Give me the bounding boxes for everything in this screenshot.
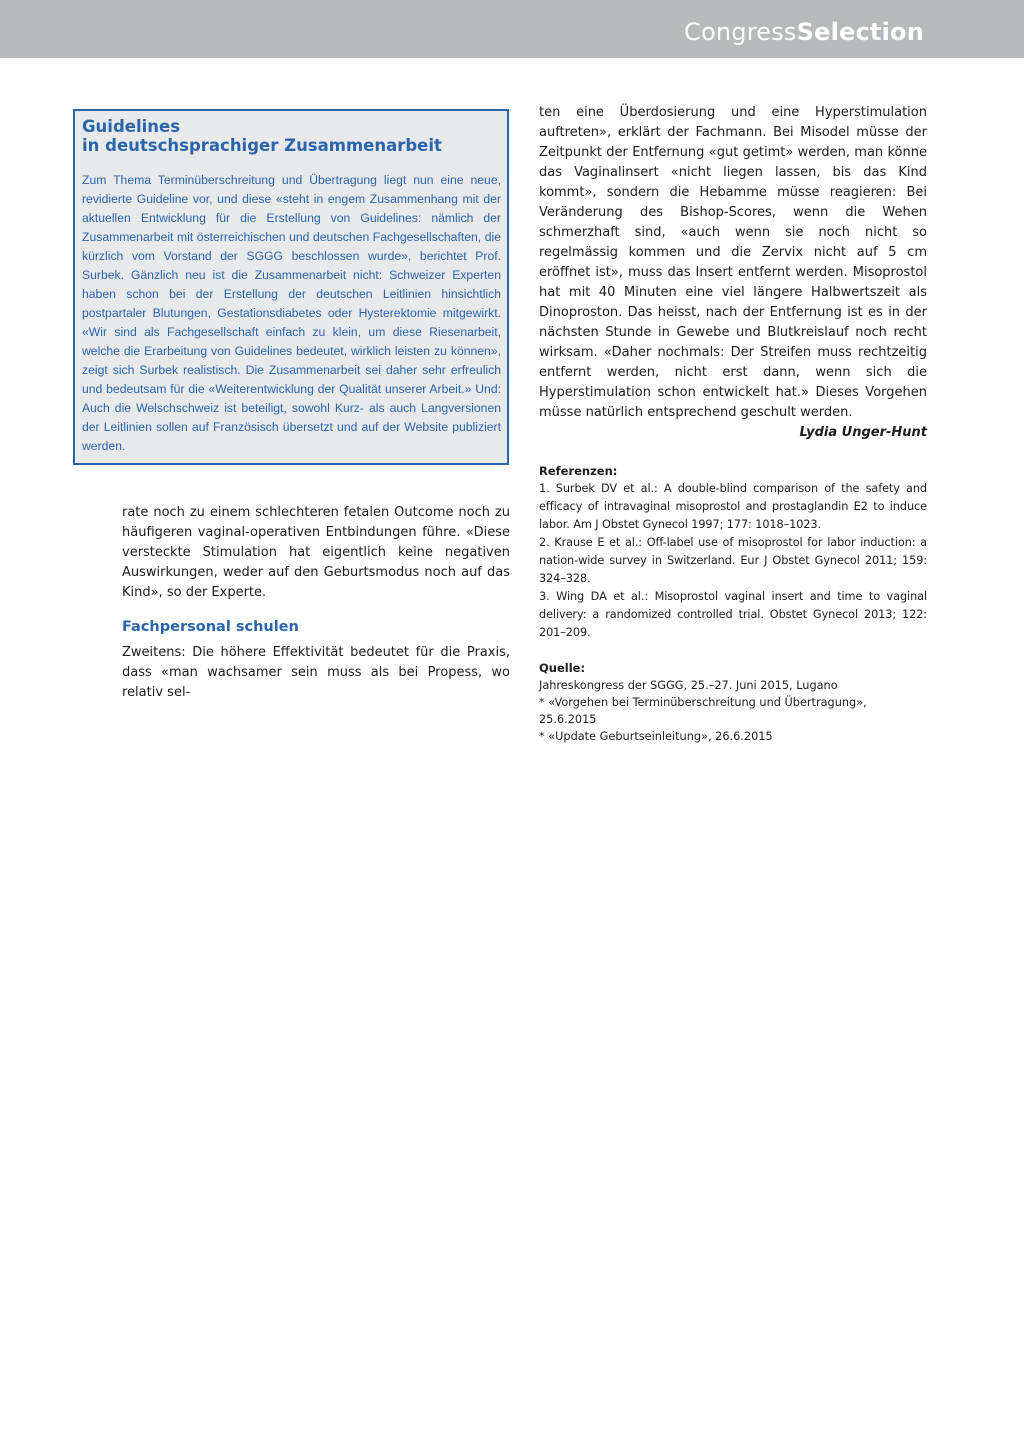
right-column (539, 103, 927, 745)
reference-item: 1. Surbek DV et al.: A double-blind comparison of the safety and efficacy of intravaginal misoprostol and prostaglandin E2 to induce labor. Am J Obstet Gynecol 1997; 177: 1018–1023. (539, 482, 927, 531)
left-column (122, 503, 510, 703)
references-heading: Referenzen: (539, 464, 618, 478)
section-heading-fachpersonal: Fachpersonal schulen (122, 619, 299, 635)
references-list (539, 480, 927, 642)
congress-selection-logo (684, 18, 924, 46)
brand-bold-text: Selection (796, 18, 924, 46)
right-paragraph: ten eine Überdosierung und eine Hyperstimulation auftreten», erklärt der Fachmann. Bei Misodel müsse der Zeitpunkt der Entfernung «gut getimt» werden, man könne das Vaginalinsert «nicht liegen lassen, bis das Kind kommt», sondern die Hebamme müsse reagieren: Bei Veränderung des Bishop-Scores, wenn die Wehen schmerzhaft sind, «auch wenn sie noch nicht so regelmässig kommen und die Zervix nicht auf 5 cm eröffnet ist», muss das Insert entfernt werden. Misoprostol hat mit 40 Minuten eine viel längere Halbwertszeit als Dinoproston. Das heisst, nach der Entfernung ist es in der nächsten Stunde in Gewebe und Blutkreislauf noch recht wirksam. «Daher nochmals: Der Streifen muss rechtzeitig entfernt werden, nicht erst dann, wenn sich die Hyperstimulation schon entwickelt hat.» Dieses Vorgehen müsse natürlich entsprechend geschult werden. (539, 105, 927, 420)
brand-light-text: Congress (684, 18, 797, 46)
reference-item: 3. Wing DA et al.: Misoprostol vaginal insert and time to vaginal delivery: a randomized controlled trial. Obstet Gynecol 2013; 122: 201–209. (539, 590, 927, 639)
guidelines-infobox (73, 109, 509, 465)
source-item: * «Update Geburtseinleitung», 26.6.2015 (539, 730, 773, 743)
author-byline: Lydia Unger-Hunt (799, 425, 927, 440)
source-list (539, 677, 927, 745)
reference-item: 2. Krause E et al.: Off-label use of misoprostol for labor induction: a nation-wide survey in Switzerland. Eur J Obstet Gynecol 2011; 159: 324–328. (539, 536, 927, 585)
infobox-title-line1: Guidelines (82, 117, 181, 136)
source-heading: Quelle: (539, 661, 586, 675)
page-header-bar (0, 0, 1024, 58)
source-item: * «Vorgehen bei Terminüberschreitung und Übertragung», 25.6.2015 (539, 696, 867, 726)
source-item: Jahreskongress der SGGG, 25.–27. Juni 2015, Lugano (539, 679, 838, 692)
infobox-title-line2: in deutschsprachiger Zusammenarbeit (82, 136, 442, 155)
left-paragraph-2: Zweitens: Die höhere Effektivität bedeutet für die Praxis, dass «man wachsamer sein muss als bei Propess, wo relativ sel- (122, 645, 510, 700)
left-paragraph-1: rate noch zu einem schlechteren fetalen Outcome noch zu häufigeren vaginal-operativen Entbindungen führe. «Diese versteckte Stimulation hat eigentlich keine negativen Auswirkungen, weder auf den Geburtsmodus noch auf das Kind», so der Experte. (122, 505, 510, 600)
infobox-title (82, 117, 501, 155)
infobox-body-text: Zum Thema Terminüberschreitung und Übertragung liegt nun eine neue, revidierte Guideline vor, und diese «steht in engem Zusammenhang mit der aktuellen Entwicklung für die Erstellung von Guidelines: nämlich der Zusammenarbeit mit österreichischen und deutschen Fachgesellschaften, die kürzlich vom Vorstand der SGGG beschlossen wurde», berichtet Prof. Surbek. Gänzlich neu ist die Zusammenarbeit nicht: Schweizer Experten haben schon bei der Erstellung der deutschen Leitlinien hinsichtlich postpartaler Blutungen, Gestationsdiabetes oder Hysterektomie mitgewirkt. «Wir sind als Fachgesellschaft einfach zu klein, um diese Riesenarbeit, welche die Erarbeitung von Guidelines bedeutet, wirklich leisten zu können», zeigt sich Surbek realistisch. Die Zusammenarbeit sei daher sehr erfreulich und bedeutsam für die «Weiterentwicklung der Qualität unserer Arbeit.» Und: Auch die Welschschweiz ist beteiligt, sowohl Kurz- als auch Langversionen der Leitlinien sollen auf Französisch übersetzt und auf der Website publiziert werden. (82, 173, 501, 453)
